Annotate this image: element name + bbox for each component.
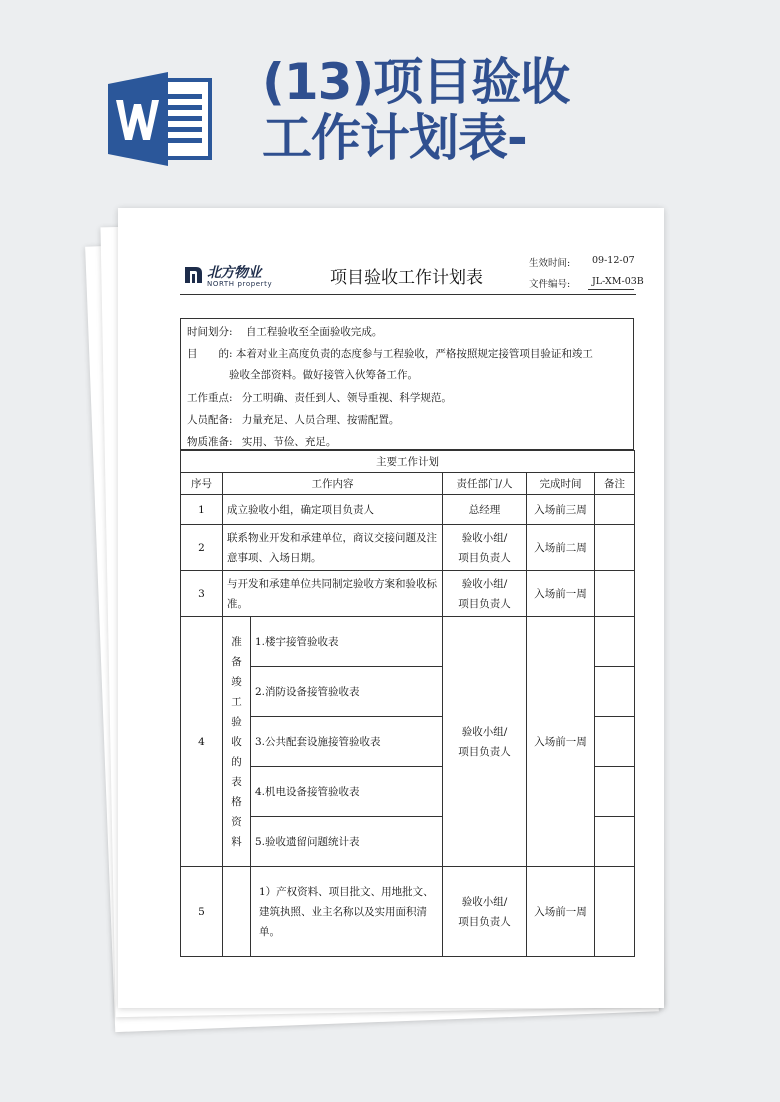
row-dept-line1: 验收小组/ — [461, 531, 508, 544]
form-item: 4.机电设备接管验收表 — [251, 767, 443, 817]
intro-material-text: 实用、节俭、充足。 — [241, 436, 337, 448]
row-remark — [595, 667, 635, 717]
row-content: 1）产权资料、项目批文、用地批文、建筑执照、业主名称以及实用面积清单。 — [251, 867, 443, 957]
intro-material-label: 物质准备: — [187, 436, 233, 448]
row-category-vertical — [223, 617, 251, 867]
row-remark — [595, 525, 635, 571]
meta-underline — [588, 289, 634, 290]
intro-focus-text: 分工明确、责任到人、领导重视、科学规范。 — [241, 392, 452, 404]
row-dept — [443, 525, 527, 571]
row-content: 成立验收小组，确定项目负责人 — [223, 495, 443, 525]
intro-purpose-label: 目 的: — [187, 348, 233, 360]
table-section-title: 主要工作计划 — [181, 451, 635, 473]
row-category-empty — [223, 867, 251, 957]
row-remark — [595, 495, 635, 525]
table-row — [181, 571, 635, 617]
effective-date-value: 09-12-07 — [592, 255, 635, 266]
category-char: 准 — [231, 635, 242, 648]
row-dept-line1: 验收小组/ — [461, 725, 508, 738]
company-logo — [184, 260, 284, 290]
word-document-icon — [108, 72, 212, 166]
work-plan-table — [180, 450, 635, 957]
header-no: 序号 — [181, 473, 223, 495]
row-no: 4 — [181, 617, 223, 867]
table-row — [181, 867, 635, 957]
intro-staff-text: 力量充足、人员合理、按需配置。 — [241, 414, 400, 426]
row-time: 入场前一周 — [527, 867, 595, 957]
table-section-row — [181, 451, 635, 473]
intro-staff-label: 人员配备: — [187, 414, 233, 426]
header-remark: 备注 — [595, 473, 635, 495]
effective-date-label: 生效时间: — [529, 258, 571, 269]
row-no: 1 — [181, 495, 223, 525]
row-time: 入场前一周 — [527, 571, 595, 617]
header-rule — [180, 294, 636, 295]
row-dept — [443, 571, 527, 617]
intro-time-label: 时间划分: — [187, 326, 233, 338]
category-char: 格 — [231, 795, 242, 808]
form-item: 5.验收遗留问题统计表 — [251, 817, 443, 867]
category-char: 竣 — [231, 675, 242, 688]
row-dept-line2: 项目负责人 — [458, 915, 511, 928]
row-content: 联系物业开发和承建单位，商议交接问题及注意事项、入场日期。 — [223, 525, 443, 571]
intro-time-text: 自工程验收至全面验收完成。 — [245, 326, 383, 338]
row-remark — [595, 571, 635, 617]
document-page — [118, 208, 664, 1008]
intro-purpose-continued: 验收全部资料。做好接管入伙筹备工作。 — [229, 369, 418, 381]
row-dept: 总经理 — [443, 495, 527, 525]
row-remark — [595, 717, 635, 767]
logo-chinese-text: 北方物业 — [207, 265, 261, 281]
banner-title-line2: 工作计划表- — [262, 109, 527, 167]
row-dept — [443, 867, 527, 957]
logo-mark-icon — [184, 264, 204, 284]
form-item: 2.消防设备接管验收表 — [251, 667, 443, 717]
header-time: 完成时间 — [527, 473, 595, 495]
file-number-value: JL-XM-03B — [592, 276, 644, 287]
row-dept-line1: 验收小组/ — [461, 577, 508, 590]
row-no: 5 — [181, 867, 223, 957]
category-char: 工 — [231, 695, 242, 708]
table-header-row — [181, 473, 635, 495]
row-dept-line1: 验收小组/ — [461, 895, 508, 908]
row-dept — [443, 617, 527, 867]
file-number-label: 文件编号: — [529, 279, 571, 290]
row-no: 2 — [181, 525, 223, 571]
row-time: 入场前三周 — [527, 495, 595, 525]
table-row — [181, 525, 635, 571]
intro-purpose-text: 本着对业主高度负责的态度参与工程验收，严格按照规定接管项目验证和竣工 — [235, 348, 593, 360]
row-time: 入场前二周 — [527, 525, 595, 571]
banner-title-line1: (13)项目验收 — [262, 53, 570, 111]
row-remark — [595, 817, 635, 867]
banner-title — [262, 54, 592, 166]
row-dept-line2: 项目负责人 — [458, 597, 511, 610]
category-char: 料 — [231, 835, 242, 848]
intro-time — [187, 324, 382, 339]
row-content: 与开发和承建单位共同制定验收方案和验收标准。 — [223, 571, 443, 617]
category-char: 表 — [231, 775, 242, 788]
intro-focus-label: 工作重点: — [187, 392, 233, 404]
header-content: 工作内容 — [223, 473, 443, 495]
row-dept-line2: 项目负责人 — [458, 745, 511, 758]
table-row — [181, 495, 635, 525]
category-char: 资 — [231, 815, 242, 828]
category-char: 备 — [231, 655, 242, 668]
row-remark — [595, 617, 635, 667]
intro-staff — [187, 412, 399, 427]
intro-purpose — [187, 346, 593, 361]
document-title: 项目验收工作计划表 — [330, 268, 483, 288]
category-char: 的 — [231, 755, 242, 768]
row-remark — [595, 867, 635, 957]
form-item: 1.楼宇接管验收表 — [251, 617, 443, 667]
intro-box — [180, 318, 634, 450]
table-row — [181, 617, 635, 667]
row-remark — [595, 767, 635, 817]
logo-english-text: NORTH property — [207, 280, 273, 288]
category-char: 验 — [231, 715, 242, 728]
header-dept: 责任部门/人 — [443, 473, 527, 495]
intro-material — [187, 434, 336, 449]
row-time: 入场前一周 — [527, 617, 595, 867]
row-no: 3 — [181, 571, 223, 617]
intro-focus — [187, 390, 452, 405]
form-item: 3.公共配套设施接管验收表 — [251, 717, 443, 767]
row-dept-line2: 项目负责人 — [458, 551, 511, 564]
category-char: 收 — [231, 735, 242, 748]
